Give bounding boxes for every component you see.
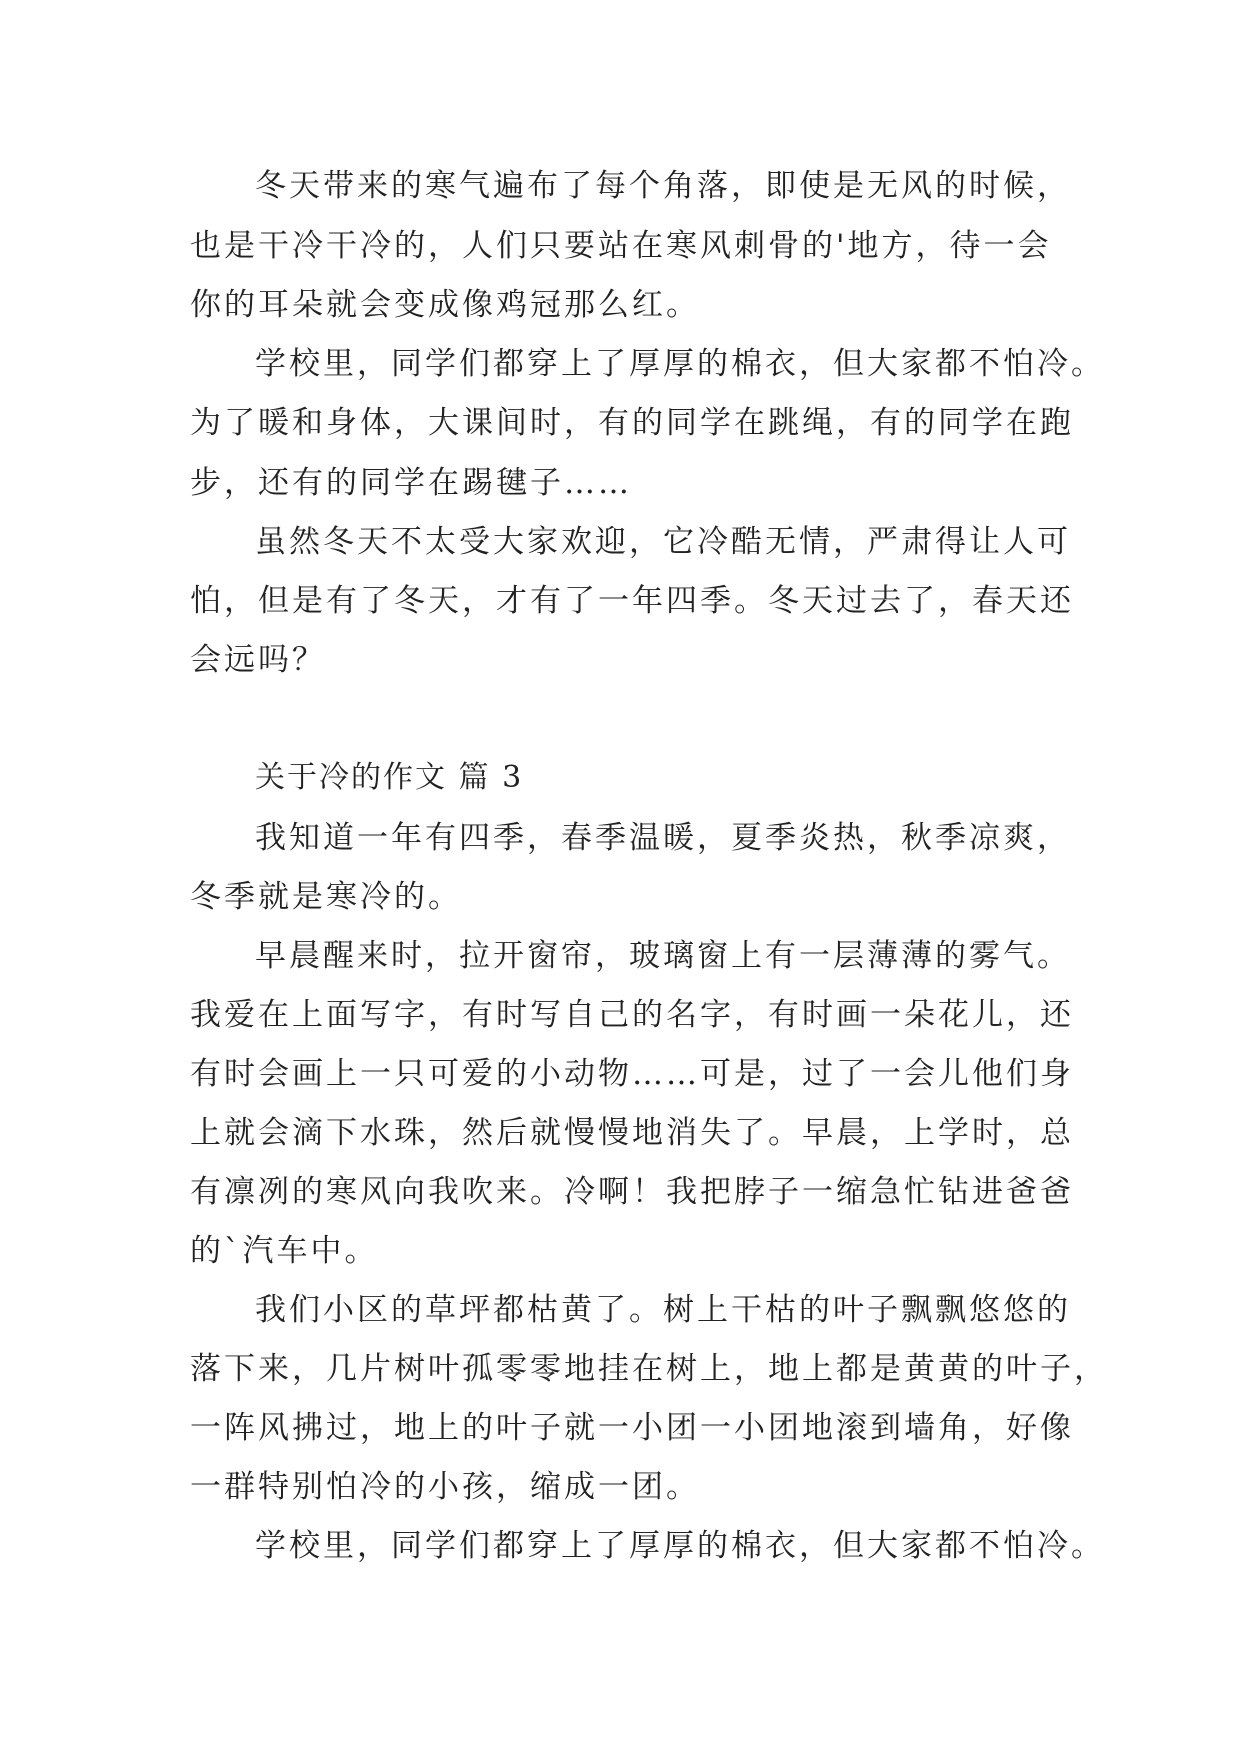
paragraph-2-line-3: 步，还有的同学在踢毽子……: [190, 465, 632, 501]
paragraph-4-line-1: 我知道一年有四季，春季温暖，夏季炎热，秋季凉爽，: [255, 820, 1071, 856]
paragraph-2-line-1: 学校里，同学们都穿上了厚厚的棉衣，但大家都不怕冷。: [255, 346, 1105, 382]
paragraph-3-line-2: 怕，但是有了冬天，才有了一年四季。冬天过去了，春天还: [190, 583, 1074, 619]
paragraph-6-line-2: 落下来，几片树叶孤零零地挂在树上，地上都是黄黄的叶子，: [190, 1351, 1108, 1387]
paragraph-5-line-4: 上就会滴下水珠，然后就慢慢地消失了。早晨，上学时，总: [190, 1115, 1074, 1151]
paragraph-6-line-4: 一群特别怕冷的小孩，缩成一团。: [190, 1469, 700, 1505]
paragraph-5-line-3: 有时会画上一只可爱的小动物……可是，过了一会儿他们身: [190, 1056, 1074, 1092]
paragraph-1-line-1: 冬天带来的寒气遍布了每个角落，即使是无风的时候，: [255, 168, 1071, 204]
paragraph-4-line-2: 冬季就是寒冷的。: [190, 879, 462, 915]
paragraph-1-line-2: 也是干冷干冷的，人们只要站在寒风刺骨的'地方，待一会: [190, 228, 1052, 264]
paragraph-2-line-2: 为了暖和身体，大课间时，有的同学在跳绳，有的同学在跑: [190, 405, 1074, 441]
paragraph-1-line-3: 你的耳朵就会变成像鸡冠那么红。: [190, 287, 700, 323]
paragraph-3-line-3: 会远吗？: [190, 642, 326, 678]
paragraph-5-line-2: 我爱在上面写字，有时写自己的名字，有时画一朵花儿，还: [190, 997, 1074, 1033]
paragraph-7-line-1: 学校里，同学们都穿上了厚厚的棉衣，但大家都不怕冷。: [255, 1528, 1105, 1564]
section-heading: 关于冷的作文 篇 3: [255, 760, 524, 795]
paragraph-5-line-1: 早晨醒来时，拉开窗帘，玻璃窗上有一层薄薄的雾气。: [255, 938, 1071, 974]
paragraph-5-line-6: 的`汽车中。: [190, 1233, 379, 1269]
paragraph-5-line-5: 有凛冽的寒风向我吹来。冷啊！我把脖子一缩急忙钻进爸爸: [190, 1174, 1074, 1210]
paragraph-6-line-1: 我们小区的草坪都枯黄了。树上干枯的叶子飘飘悠悠的: [255, 1292, 1071, 1328]
paragraph-3-line-1: 虽然冬天不太受大家欢迎，它冷酷无情，严肃得让人可: [255, 524, 1071, 560]
paragraph-6-line-3: 一阵风拂过，地上的叶子就一小团一小团地滚到墙角，好像: [190, 1410, 1074, 1446]
